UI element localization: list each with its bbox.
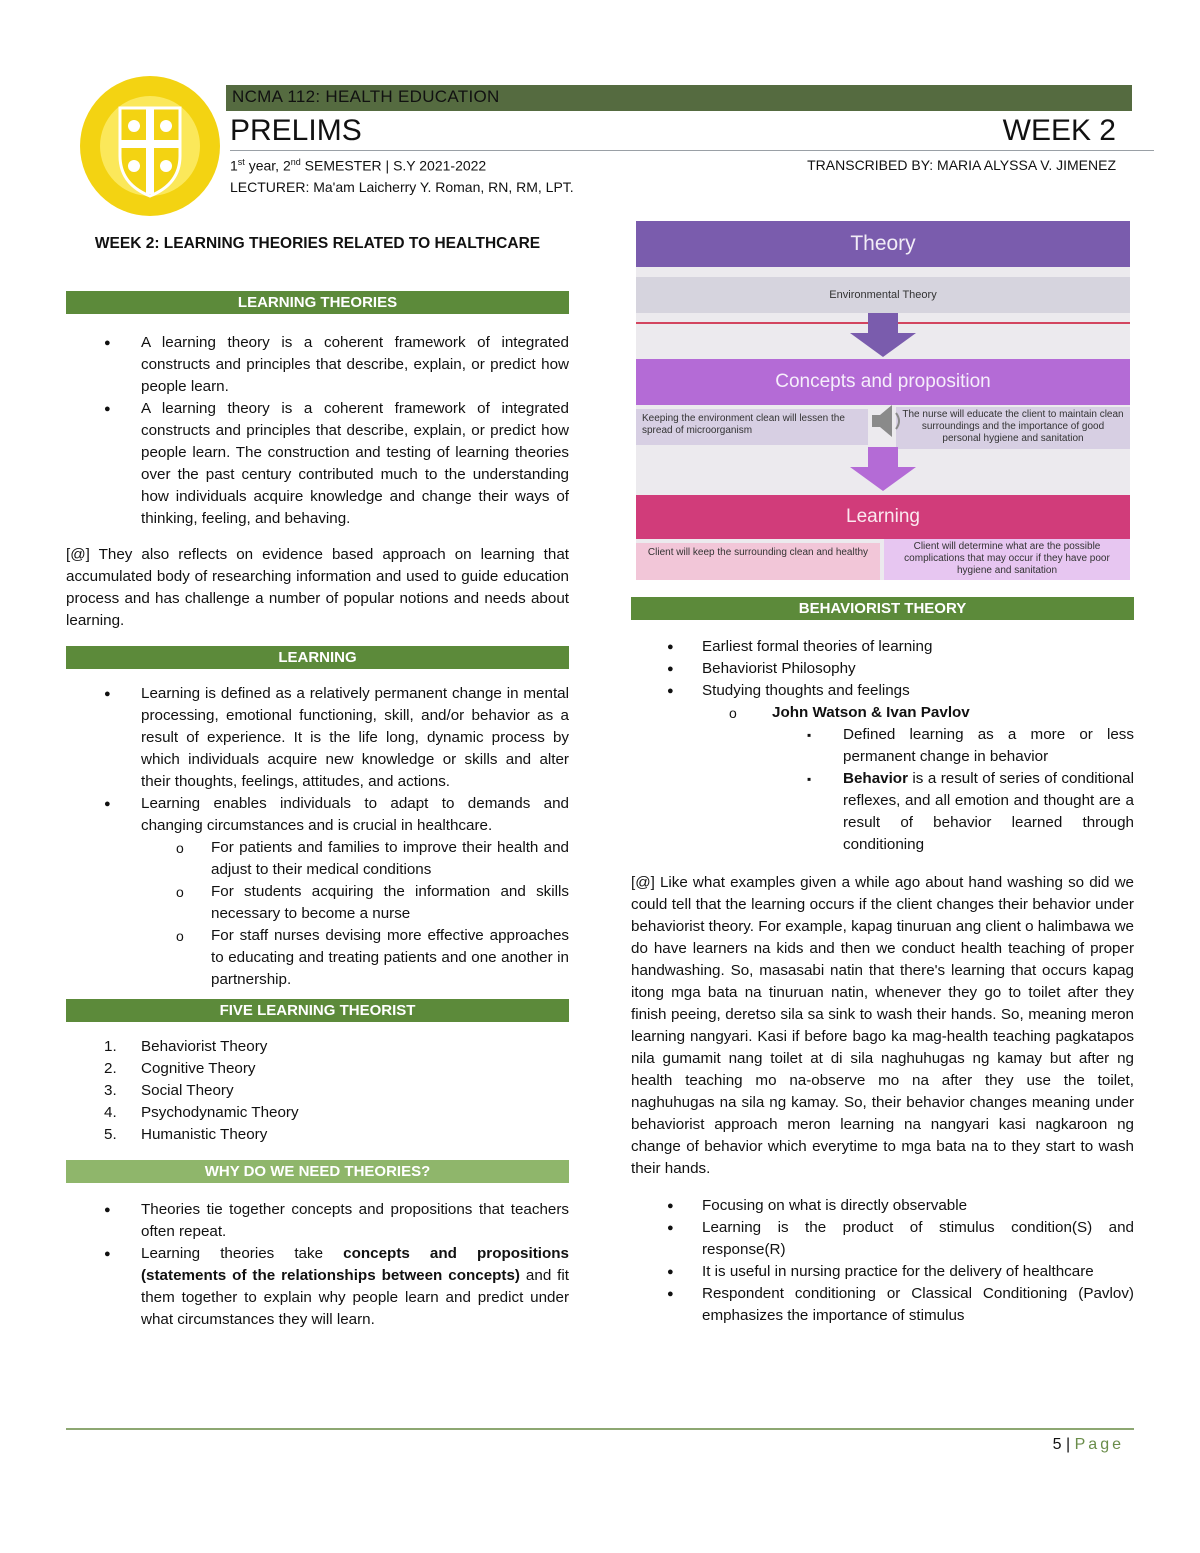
behaviorist-list-2 bbox=[631, 1195, 1134, 1327]
concept-left-box: Keeping the environment clean will lessen the spread of microorganism bbox=[636, 409, 868, 445]
why-theories-list bbox=[66, 1199, 569, 1331]
section-bar-behaviorist: BEHAVIORIST THEORY bbox=[631, 597, 1134, 620]
list-item: ● Earliest formal theories of learning bbox=[631, 636, 1134, 658]
note-paragraph: [@] They also reflects on evidence based approach on learning that accumulated body of researching information and used to guide education process and has challenge a number of popular notions and needs about learning. bbox=[66, 546, 569, 629]
page-number: 5 | Page bbox=[1052, 1436, 1124, 1453]
list-item: 1. Behaviorist Theory bbox=[104, 1038, 268, 1055]
list-item: 5. Humanistic Theory bbox=[104, 1126, 268, 1143]
learning-sub-list bbox=[66, 837, 569, 991]
header-divider bbox=[230, 150, 1154, 151]
list-item: ▪ Defined learning as a more or less permanent change in behavior bbox=[631, 724, 1134, 768]
list-item: o John Watson & Ivan Pavlov bbox=[631, 702, 1134, 724]
university-seal-logo bbox=[78, 74, 222, 218]
learning-header: Learning bbox=[636, 495, 1130, 539]
section-bar-learning-theories: LEARNING THEORIES bbox=[66, 291, 569, 314]
list-item: ● Studying thoughts and feelings bbox=[631, 680, 1134, 702]
list-item: ● Behaviorist Philosophy bbox=[631, 658, 1134, 680]
note-paragraph: [@] Like what examples given a while ago about hand washing so did we could tell that the learning occurs if the client changes their behavior under behaviorist theory. For example, kapag tinuruan ang client o halimbawa we do have learners na kids and then we conduct health teaching of proper handwashing. So, masasabi natin that there's learning that occurs kapag itong mga bata na tinuruan natin, whenever they go to toilet after they finish peeing, deretso sila sa sink to wash their hands. So, meaning meron learning nangyari. Kasi if before bago ka mag-health teaching pagkatapos nila gumamit nang toilet at di sila naghuhugas ng kamay but after ng health teaching mo na-observe mo na after they use the toilet, naghuhugas na sila ng kamay. So, their behavior changes meaning under behaviorist approach meron learning na nangyari kasi nagkaroon ng change of behavior which everytime to mga bata na to they start to wash their hands. bbox=[631, 874, 1134, 1177]
list-item: ● Learning theories take concepts and propositions (statements of the relationships between concepts) and fit them together to explain why people learn and predict under what circumstances they will learn. bbox=[66, 1243, 569, 1331]
watson-pavlov-list bbox=[631, 724, 1134, 856]
list-item: ● A learning theory is a coherent framework of integrated constructs and principles that describe, explain, or predict how people learn. The construction and testing of learning theories over the past century contributed much to the understanding how individuals acquire knowledge and change their ways of thinking, feeling, and behaving. bbox=[66, 398, 569, 530]
week-label: WEEK 2 bbox=[1002, 114, 1116, 147]
course-title: NCMA 112: HEALTH EDUCATION bbox=[232, 87, 500, 106]
list-item: ● Learning enables individuals to adapt to demands and changing circumstances and is crucial in healthcare. bbox=[66, 793, 569, 837]
section-bar-five-theorist: FIVE LEARNING THEORIST bbox=[66, 999, 569, 1022]
section-bar-why-theories: WHY DO WE NEED THEORIES? bbox=[66, 1160, 569, 1183]
list-item: 4. Psychodynamic Theory bbox=[104, 1104, 299, 1121]
list-item: 3. Social Theory bbox=[104, 1082, 234, 1099]
list-item: o For patients and families to improve their health and adjust to their medical conditions bbox=[66, 837, 569, 881]
list-item: o For staff nurses devising more effective approaches to educating and treating patients and one another in partnership. bbox=[66, 925, 569, 991]
footer-divider bbox=[66, 1428, 1134, 1430]
learning-right-box: Client will determine what are the possible complications that may occur if they have poor hygiene and sanitation bbox=[884, 539, 1130, 580]
arrow-down-icon bbox=[848, 447, 918, 493]
theorist-sub-list bbox=[631, 702, 1134, 724]
list-item: ● Theories tie together concepts and propositions that teachers often repeat. bbox=[66, 1199, 569, 1243]
learning-list bbox=[66, 683, 569, 837]
list-item: o For students acquiring the information and skills necessary to become a nurse bbox=[66, 881, 569, 925]
theory-diagram bbox=[636, 221, 1130, 580]
concepts-header: Concepts and proposition bbox=[636, 359, 1130, 405]
prelims-label: PRELIMS bbox=[230, 114, 362, 147]
theorist-list bbox=[66, 1036, 569, 1146]
lecturer: LECTURER: Ma'am Laicherry Y. Roman, RN, RM, LPT. bbox=[230, 179, 574, 195]
speaker-icon bbox=[866, 399, 910, 443]
list-item: ▪ Behavior is a result of series of conditional reflexes, and all emotion and thought are a result of behavior learned through conditioning bbox=[631, 768, 1134, 856]
arrow-down-icon bbox=[848, 313, 918, 359]
section-bar-learning: LEARNING bbox=[66, 646, 569, 669]
learning-theories-list bbox=[66, 332, 569, 530]
year-semester: 1st year, 2nd SEMESTER | S.Y 2021-2022 bbox=[230, 157, 487, 174]
transcribed-by: TRANSCRIBED BY: MARIA ALYSSA V. JIMENEZ bbox=[807, 157, 1116, 173]
theory-header: Theory bbox=[636, 221, 1130, 267]
list-item: ● Respondent conditioning or Classical Conditioning (Pavlov) emphasizes the importance of stimulus bbox=[631, 1283, 1134, 1327]
environmental-theory-box: Environmental Theory bbox=[636, 277, 1130, 313]
list-item: ● Learning is the product of stimulus condition(S) and response(R) bbox=[631, 1217, 1134, 1261]
list-item: 2. Cognitive Theory bbox=[104, 1060, 256, 1077]
behaviorist-list bbox=[631, 636, 1134, 702]
left-column bbox=[66, 291, 569, 1331]
page-title: WEEK 2: LEARNING THEORIES RELATED TO HEALTHCARE bbox=[94, 235, 541, 252]
concept-right-box: The nurse will educate the client to maintain clean surroundings and the importance of good personal hygiene and sanitation bbox=[896, 407, 1130, 449]
list-item: ● It is useful in nursing practice for the delivery of healthcare bbox=[631, 1261, 1134, 1283]
right-column bbox=[631, 597, 1134, 1327]
list-item: ● Focusing on what is directly observable bbox=[631, 1195, 1134, 1217]
list-item: ● A learning theory is a coherent framework of integrated constructs and principles that describe, explain, or predict how people learn. bbox=[66, 332, 569, 398]
list-item: ● Learning is defined as a relatively permanent change in mental processing, emotional functioning, skill, and/or behavior as a result of experience. It is the life long, dynamic process by which individuals acquire new knowledge or skills and alter their thoughts, feelings, attitudes, and actions. bbox=[66, 683, 569, 793]
learning-left-box: Client will keep the surrounding clean and healthy bbox=[636, 543, 880, 580]
